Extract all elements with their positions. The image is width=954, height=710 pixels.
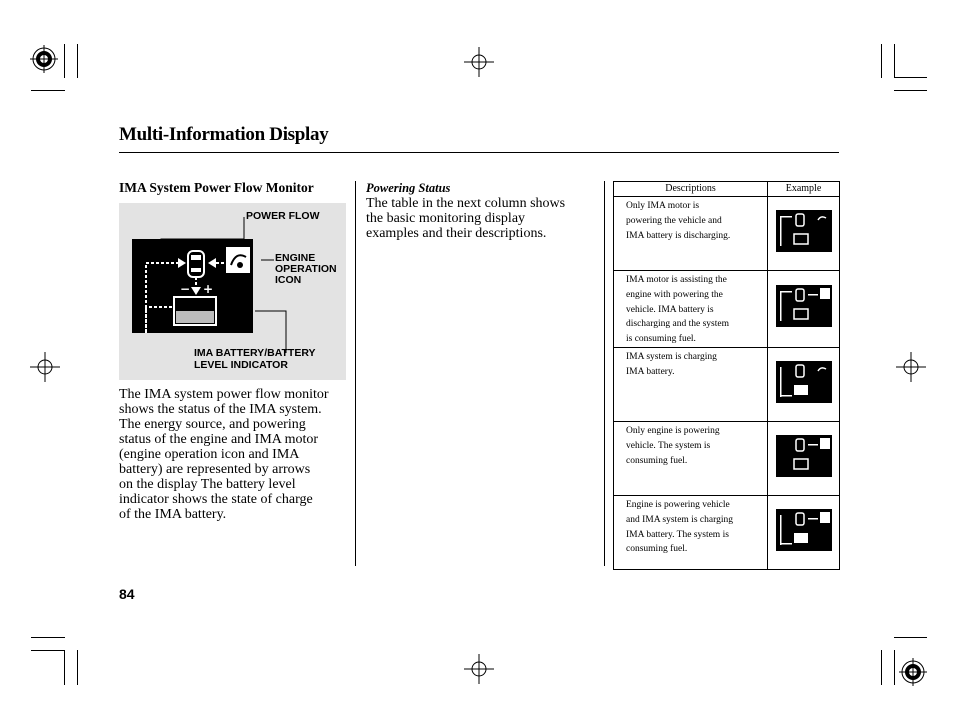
powering-status-table [613, 181, 840, 570]
crosshair-icon [464, 47, 494, 77]
table-row [614, 347, 840, 421]
crosshair-icon [896, 352, 926, 382]
text-line: IMA battery. [626, 366, 675, 377]
example-header: Example [768, 182, 840, 197]
text-line: vehicle. IMA battery is [626, 304, 714, 315]
crosshair-icon [30, 352, 60, 382]
example-cell [768, 197, 840, 271]
monitor-description [119, 387, 329, 522]
descriptions-header: Descriptions [614, 182, 768, 197]
example-cell [768, 347, 840, 421]
table-row [614, 421, 840, 495]
text-line: IMA battery. The system is [626, 529, 729, 540]
description-cell [614, 495, 768, 569]
text-line: battery) are represented by arrows [119, 462, 311, 477]
example-cell [768, 421, 840, 495]
battery-indicator-label-line1: IMA BATTERY/BATTERY [194, 347, 316, 359]
engine-operation-label-line3: ICON [275, 274, 302, 286]
text-line: (engine operation icon and IMA [119, 447, 300, 462]
display-example-icon [776, 509, 832, 551]
table-header-row [614, 182, 840, 197]
text-line: of the IMA battery. [119, 507, 227, 522]
column-divider [604, 181, 605, 566]
text-line: The table in the next column shows [366, 196, 566, 211]
text-line: IMA motor is assisting the [626, 275, 727, 285]
text-line: powering the vehicle and [626, 215, 722, 226]
text-line: vehicle. The system is [626, 440, 711, 451]
power-flow-label: POWER FLOW [246, 210, 320, 222]
registration-target-icon [899, 658, 927, 686]
table-row [614, 197, 840, 271]
text-line: IMA system is charging [626, 351, 717, 362]
text-line: and IMA system is charging [626, 514, 733, 525]
text-line: consuming fuel. [626, 544, 688, 555]
table-row [614, 495, 840, 569]
text-line: examples and their descriptions. [366, 226, 547, 241]
display-example-icon [776, 210, 832, 252]
section-heading: IMA System Power Flow Monitor [119, 180, 314, 195]
svg-text:+: + [203, 282, 214, 296]
text-line: status of the engine and IMA motor [119, 432, 319, 447]
battery-indicator-label-line2: LEVEL INDICATOR [194, 359, 288, 371]
svg-text:−: − [180, 282, 191, 296]
text-line: The energy source, and powering [119, 417, 306, 432]
page-title: Multi-Information Display [119, 124, 329, 145]
text-line: shows the status of the IMA system. [119, 402, 322, 417]
text-line: Engine is powering vehicle [626, 499, 730, 510]
text-line: Only engine is powering [626, 425, 720, 436]
description-cell [614, 197, 768, 271]
example-cell [768, 271, 840, 348]
powering-status-text [366, 196, 565, 241]
text-line: on the display The battery level [119, 477, 296, 492]
text-line: consuming fuel. [626, 455, 688, 466]
text-line: indicator shows the state of charge [119, 492, 313, 507]
text-line: The IMA system power flow monitor [119, 387, 329, 402]
engine-operation-label-line2: OPERATION [275, 263, 337, 275]
column-divider [355, 181, 356, 566]
text-line: IMA battery is discharging. [626, 230, 731, 241]
description-cell [614, 271, 768, 348]
display-example-icon [776, 285, 832, 327]
header-rule [119, 152, 839, 153]
power-flow-figure [119, 203, 346, 380]
example-cell [768, 495, 840, 569]
display-example-icon [776, 361, 832, 403]
description-cell [614, 421, 768, 495]
text-line: engine with powering the [626, 289, 723, 300]
engine-operation-label-line1: ENGINE [275, 252, 316, 264]
powering-status-heading: Powering Status [366, 181, 451, 195]
text-line: Only IMA motor is [626, 201, 700, 211]
table-row [614, 271, 840, 348]
display-example-icon [776, 435, 832, 477]
page-number: 84 [119, 586, 135, 602]
registration-target-icon [30, 45, 58, 73]
text-line: discharging and the system [626, 319, 729, 330]
crosshair-icon [464, 654, 494, 684]
text-line: is consuming fuel. [626, 334, 696, 345]
text-line: the basic monitoring display [366, 211, 526, 226]
description-cell [614, 347, 768, 421]
